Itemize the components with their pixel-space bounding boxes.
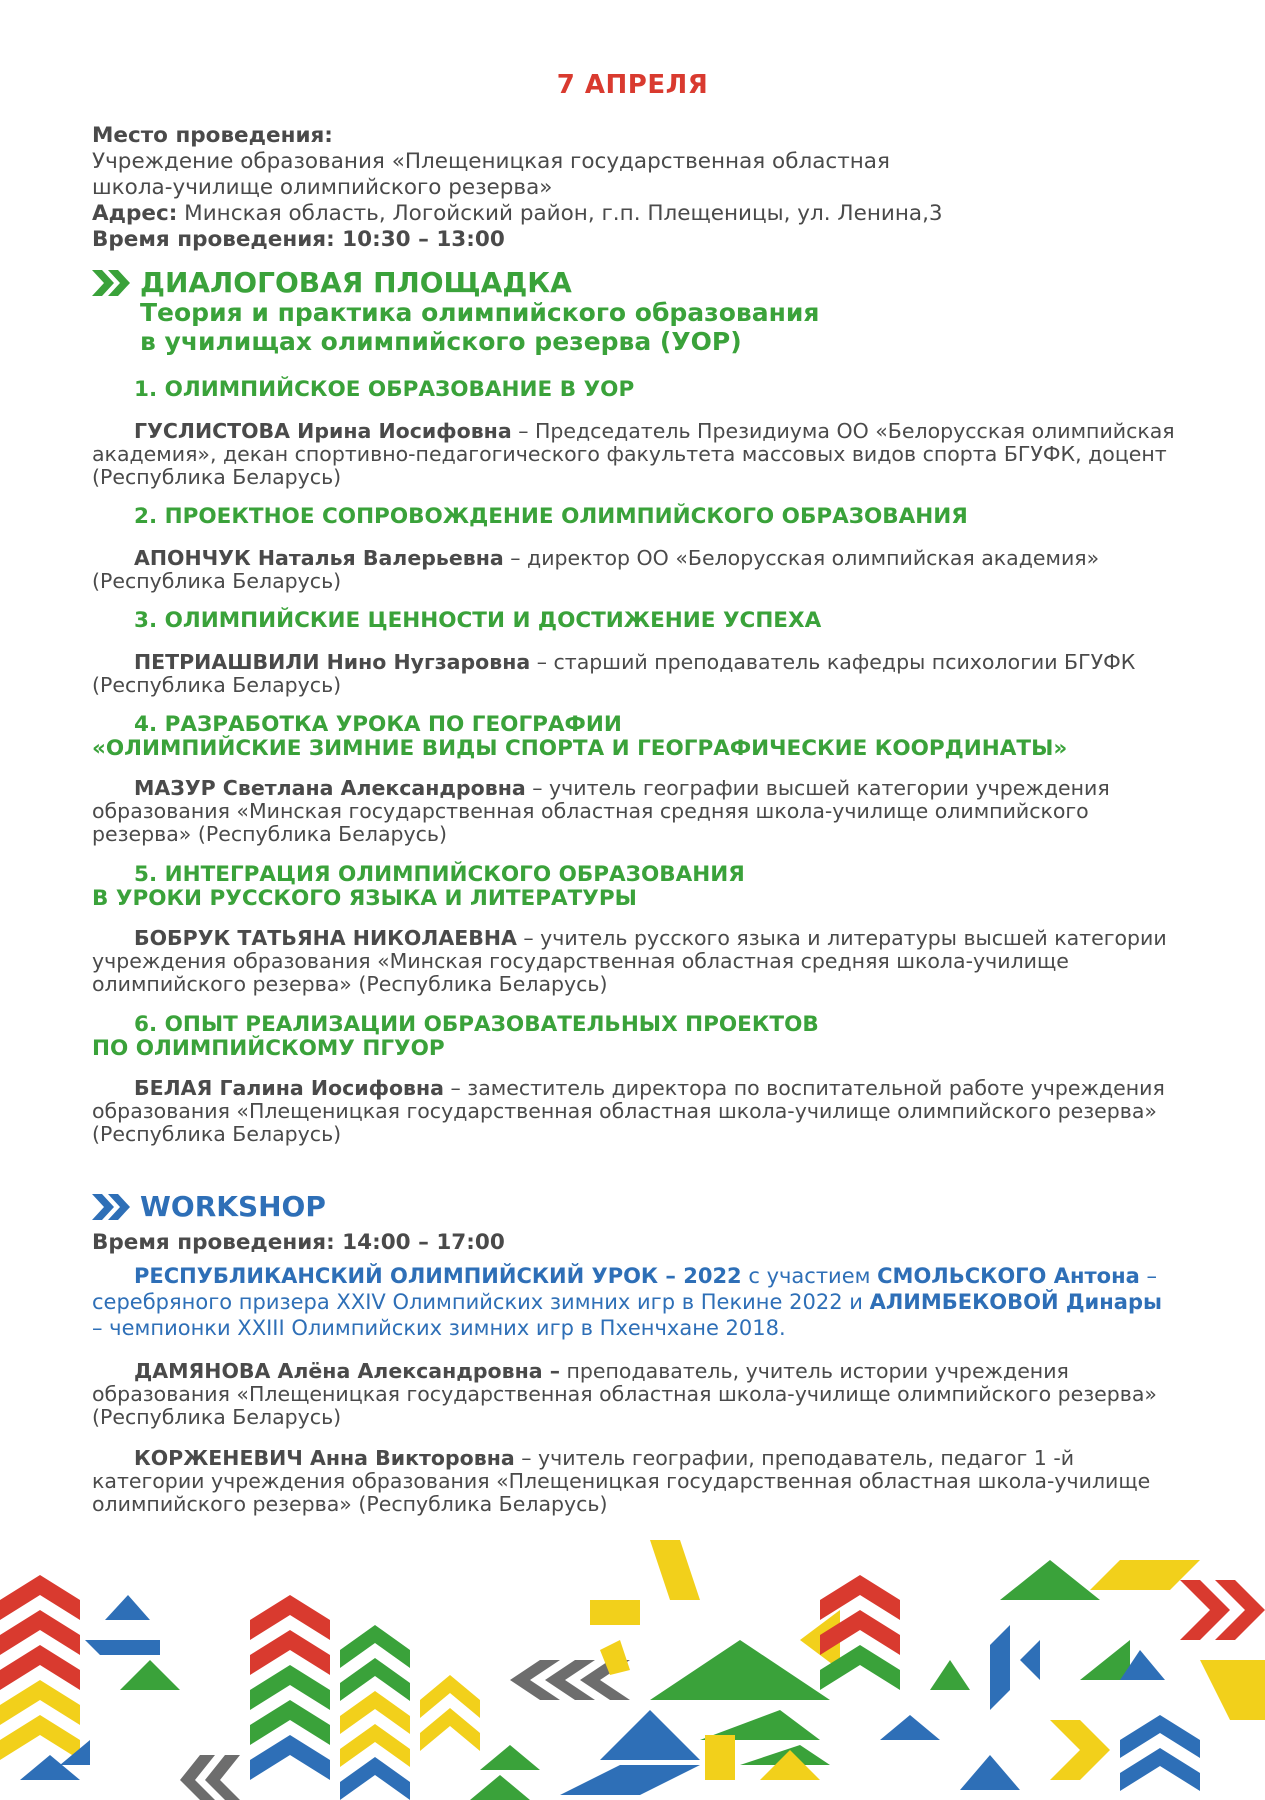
speaker-desc: – учитель географии высшей категории учреждения образования «Минская государственная областная средняя школа-училище олимпийского резерва» (Республика Беларусь) (92, 776, 1110, 846)
topic-title: 2. ПРОЕКТНОЕ СОПРОВОЖДЕНИЕ ОЛИМПИЙСКОГО ОБРАЗОВАНИЯ (134, 504, 968, 529)
workshop-title: WORKSHOP (140, 1190, 326, 1223)
speaker (92, 547, 1177, 593)
lesson-title: РЕСПУБЛИКАНСКИЙ ОЛИМПИЙСКИЙ УРОК – 2022 (134, 1264, 742, 1288)
workshop-time: Время проведения: 14:00 – 17:00 (92, 1230, 505, 1255)
lesson-guest-2: АЛИМБЕКОВОЙ Динары (869, 1290, 1162, 1314)
speaker-desc: – учитель русского языка и литературы высшей категории учреждения образования «Минская государственная областная средняя школа-училище олимпийского резерва» (Республика Беларусь) (92, 926, 1167, 996)
speaker-name: ДАМЯНОВА Алёна Александровна – (134, 1359, 560, 1383)
workshop-speaker-2 (92, 1447, 1177, 1516)
double-chevron-icon (92, 270, 134, 296)
dialog-subtitle-line2: в училищах олимпийского резерва (УОР) (140, 327, 742, 356)
topic-2 (92, 505, 1177, 593)
venue-place-line1: Учреждение образования «Плещеницкая государственная областная (92, 149, 890, 174)
speaker-desc: преподаватель, учитель истории учреждения образования «Плещеницкая государственная областная школа-училище олимпийского резерва» (Республика Беларусь) (92, 1359, 1157, 1429)
topic-5 (92, 863, 1177, 996)
topic-3 (92, 609, 1177, 697)
speaker-desc: – старший преподаватель кафедры психологии БГУФК (Республика Беларусь) (92, 650, 1136, 697)
red-chevrons-left (0, 1575, 80, 1690)
speaker-desc: – директор ОО «Белорусская олимпийская академия» (Республика Беларусь) (92, 546, 1100, 593)
lesson-text: – серебряного призера XXIV Олимпийских зимних игр в Пекине 2022 и (92, 1264, 1157, 1314)
speaker-name: БОБРУК ТАТЬЯНА НИКОЛАЕВНА (134, 926, 517, 950)
dialog-section-header (92, 268, 1172, 356)
speaker (92, 777, 1177, 846)
topic-title-line2: ПО ОЛИМПИЙСКОМУ ПГУОР (92, 1036, 445, 1061)
speaker-name: МАЗУР Светлана Александровна (134, 776, 526, 800)
topic-title-line1: 4. РАЗРАБОТКА УРОКА ПО ГЕОГРАФИИ (134, 712, 622, 737)
venue-place-label: Место проведения: (92, 123, 333, 148)
topic-title-line1: 6. ОПЫТ РЕАЛИЗАЦИИ ОБРАЗОВАТЕЛЬНЫХ ПРОЕКТОВ (134, 1012, 819, 1037)
lesson-text: с участием (741, 1264, 878, 1288)
dialog-subtitle-line1: Теория и практика олимпийского образования (140, 298, 820, 327)
speaker (92, 420, 1177, 489)
venue-address (92, 201, 1177, 227)
double-chevron-icon (92, 1194, 134, 1220)
topic-title-line2: В УРОКИ РУССКОГО ЯЗЫКА И ЛИТЕРАТУРЫ (92, 886, 637, 911)
topic-title-line2: «ОЛИМПИЙСКИЕ ЗИМНИЕ ВИДЫ СПОРТА И ГЕОГРАФИЧЕСКИЕ КООРДИНАТЫ» (92, 736, 1068, 761)
speaker-name: КОРЖЕНЕВИЧ Анна Викторовна (134, 1446, 515, 1470)
speaker-name: БЕЛАЯ Галина Иосифовна (134, 1076, 445, 1100)
speaker-desc: – учитель географии, преподаватель, педагог 1 -й категории учреждения образования «Плещеницкая государственная областная школа-училище олимпийского резерва» (Республика Беларусь) (92, 1446, 1151, 1516)
event-date: 7 АПРЕЛЯ (556, 70, 709, 100)
speaker (92, 927, 1177, 996)
topic-title: 1. ОЛИМПИЙСКОЕ ОБРАЗОВАНИЕ В УОР (134, 377, 635, 402)
workshop-header (92, 1192, 326, 1222)
venue-address-value: Минская область, Логойский район, г.п. Плещеницы, ул. Ленина,3 (177, 201, 943, 226)
venue-time: Время проведения: 10:30 – 13:00 (92, 227, 505, 252)
lesson-text: – чемпионки XXIII Олимпийских зимних игр в Пхенчхане 2018. (92, 1316, 786, 1340)
geometric-footer-decoration (0, 1540, 1265, 1800)
speaker-desc: – заместитель директора по воспитательной работе учреждения образования «Плещеницкая государственная областная школа-училище олимпийского резерва» (Республика Беларусь) (92, 1076, 1165, 1146)
lesson-guest-1: СМОЛЬСКОГО Антона (877, 1264, 1140, 1288)
speaker-desc: – Председатель Президиума ОО «Белорусская олимпийская академия», декан спортивно-педагогического факультета массовых видов спорта БГУФК, доцент (Республика Беларусь) (92, 419, 1175, 489)
olympic-lesson (92, 1263, 1177, 1341)
topic-1 (92, 378, 1177, 489)
speaker-name: ПЕТРИАШВИЛИ Нино Нугзаровна (134, 650, 531, 674)
venue-place-line2: школа-училище олимпийского резерва» (92, 175, 553, 200)
speaker-name: ГУСЛИСТОВА Ирина Иосифовна (134, 419, 512, 443)
topic-title: 3. ОЛИМПИЙСКИЕ ЦЕННОСТИ И ДОСТИЖЕНИЕ УСПЕХА (134, 608, 822, 633)
speaker-name: АПОНЧУК Наталья Валерьевна (134, 546, 504, 570)
venue-info (92, 123, 1177, 253)
speaker (92, 1077, 1177, 1146)
dialog-title: ДИАЛОГОВАЯ ПЛОЩАДКА (140, 266, 572, 299)
topic-6 (92, 1013, 1177, 1146)
topic-title-line1: 5. ИНТЕГРАЦИЯ ОЛИМПИЙСКОГО ОБРАЗОВАНИЯ (134, 862, 745, 887)
workshop-speaker-1 (92, 1360, 1177, 1429)
venue-address-label: Адрес: (92, 201, 178, 226)
speaker (92, 651, 1177, 697)
topic-4 (92, 713, 1177, 846)
